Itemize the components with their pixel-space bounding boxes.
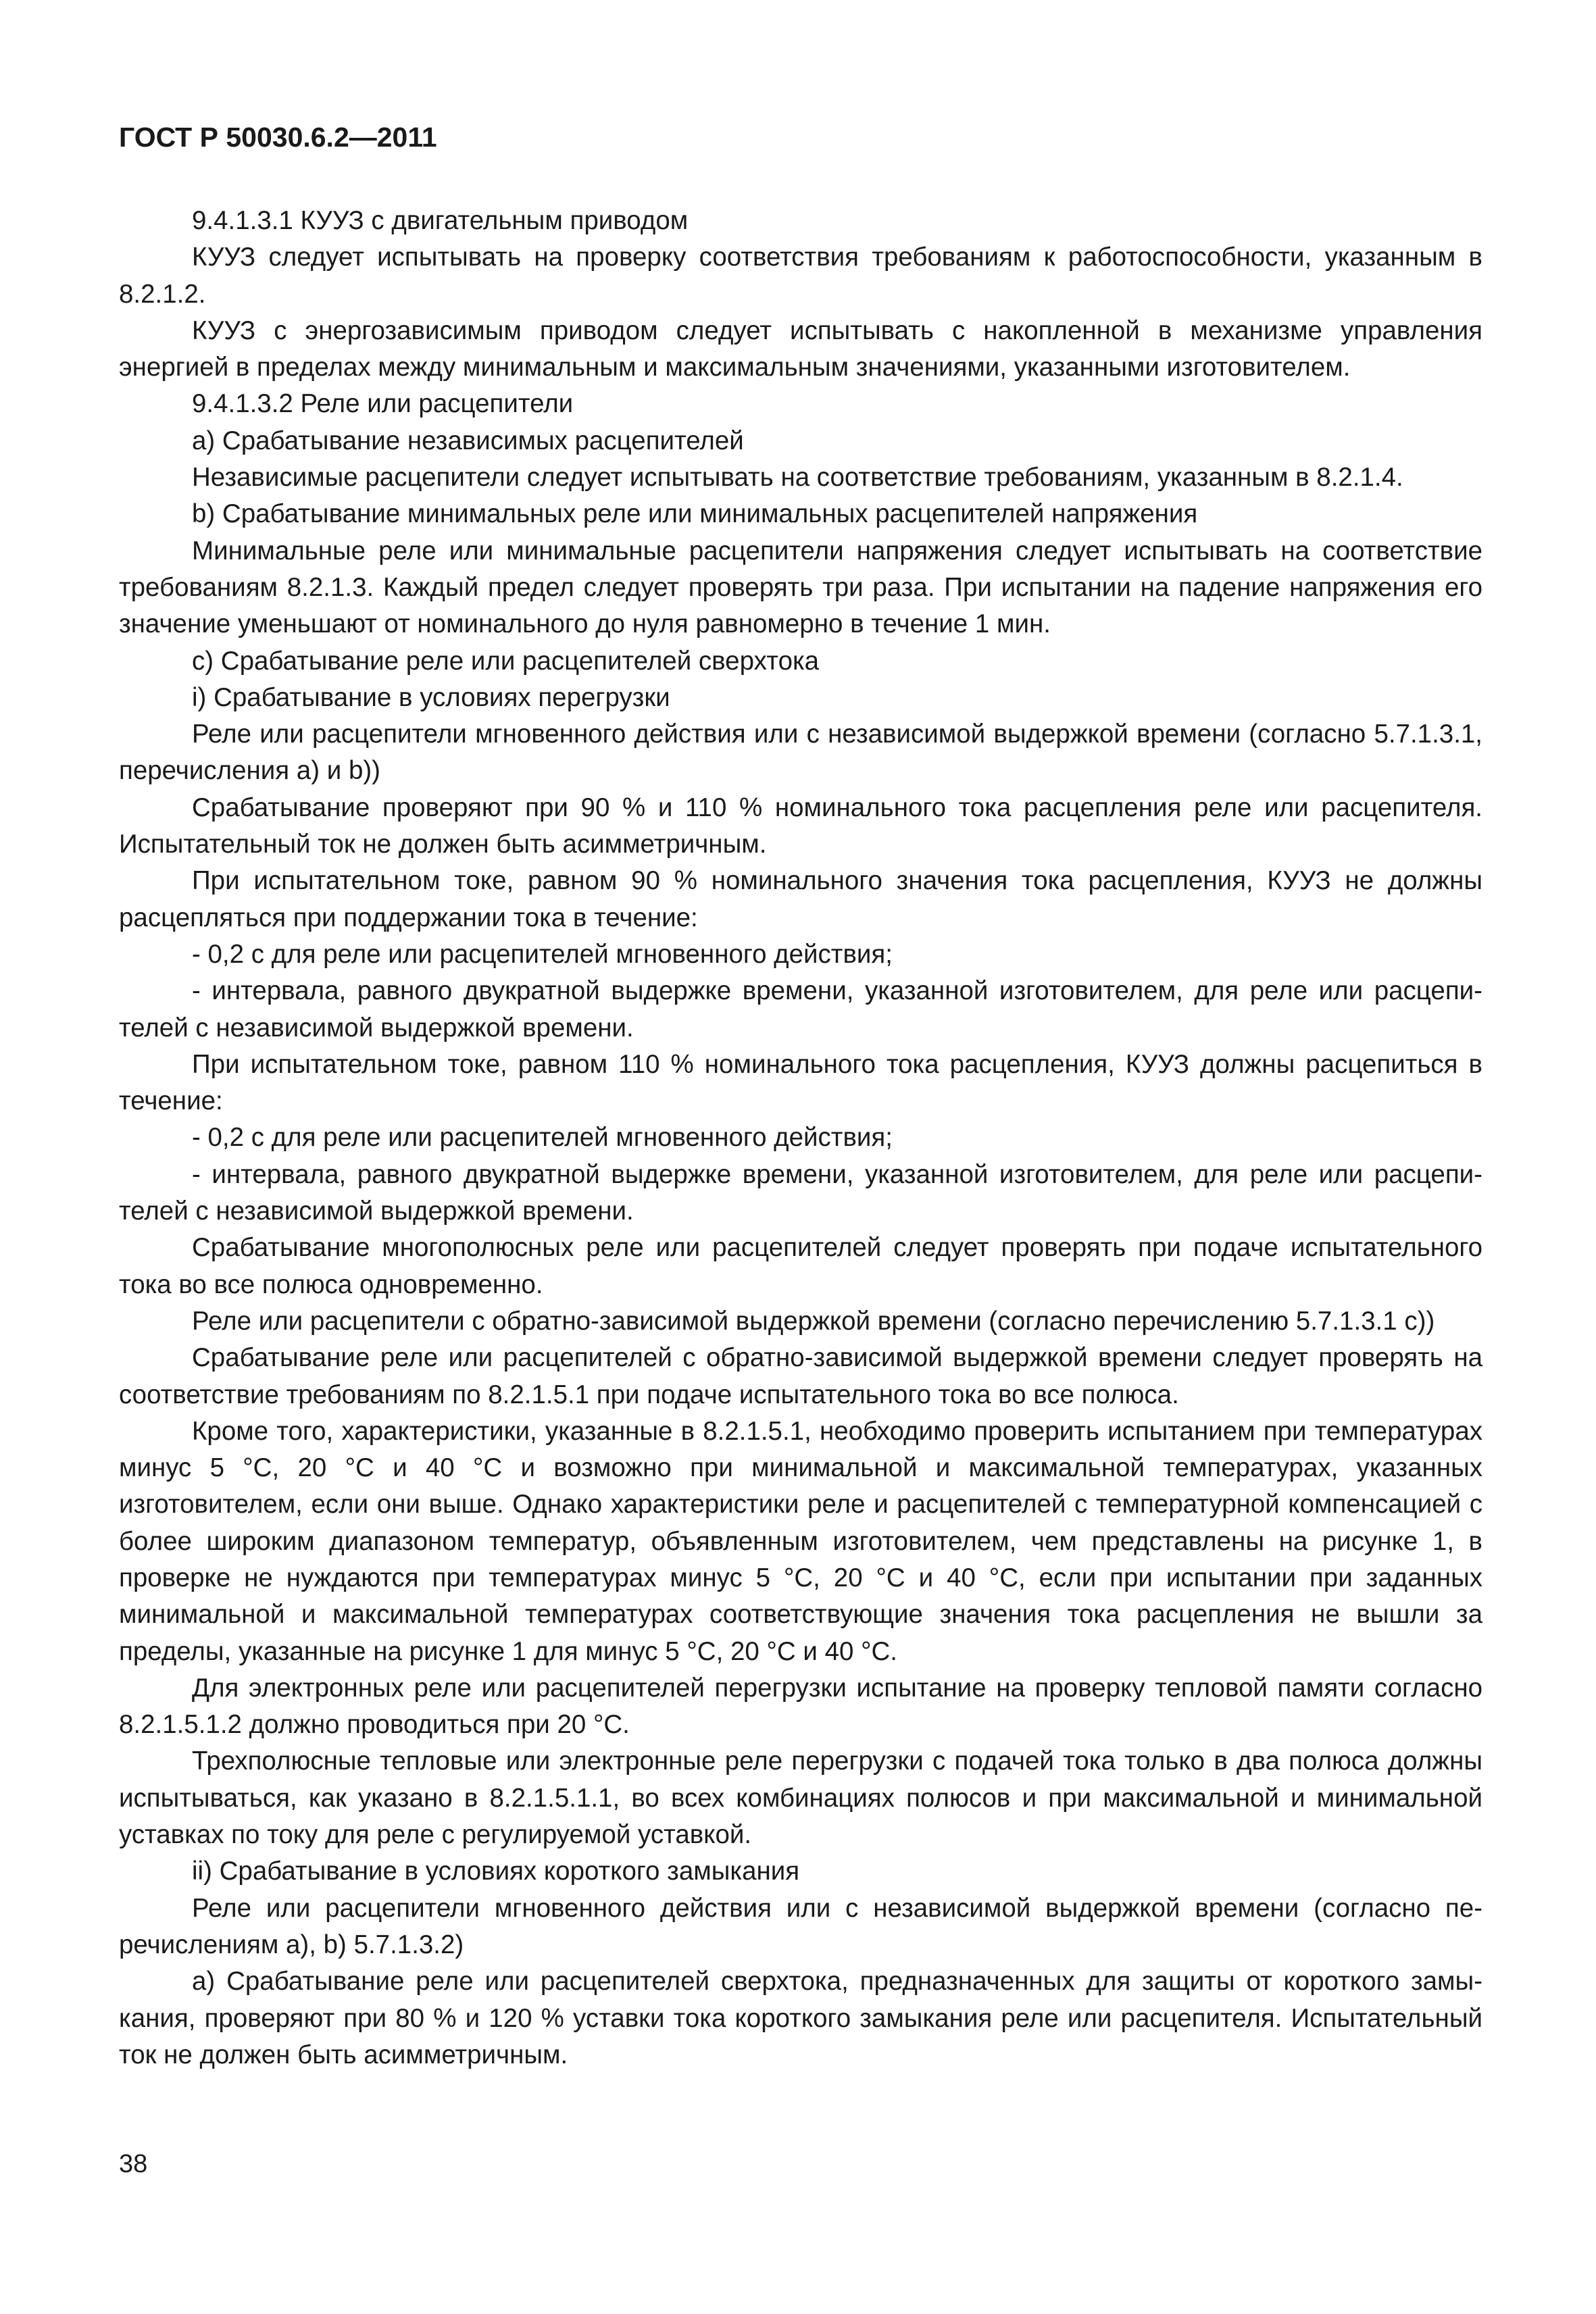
dash-list-item: - интервала, равного двукратной выдержке времени, указанной изготовителем, для реле или расцепителей с независимой выдержкой времени. (119, 976, 1482, 1042)
dash-list-item: - 0,2 с для реле или расцепителей мгновенного действия; (192, 939, 893, 969)
dash-list-item: - интервала, равного двукратной выдержке времени, указанной изготовителем, для реле или расцепителей с независимой выдержкой времени. (119, 1159, 1482, 1226)
page-number: 38 (119, 2150, 148, 2178)
list-item-c: с) Срабатывание реле или расцепителей сверхтока (192, 646, 820, 676)
paragraph: Реле или расцепители с обратно-зависимой выдержкой времени (согласно перечислению 5.7.1.3.1 с)) (192, 1306, 1435, 1336)
paragraph: Независимые расцепители следует испытывать на соответствие требованиям, указанным в 8.2.1.4. (192, 463, 1403, 493)
page-header: ГОСТ Р 50030.6.2—2011 (119, 122, 437, 153)
sub-item-ii: ii) Срабатывание в условиях короткого замыкания (192, 1857, 800, 1886)
dash-list-item: - 0,2 с для реле или расцепителей мгновенного действия; (192, 1123, 893, 1153)
list-item-b: b) Срабатывание минимальных реле или минимальных расцепителей напряжения (192, 499, 1198, 529)
paragraph: Кроме того, характеристики, указанные в 8.2.1.5.1, необходимо проверить испытанием при температурах минус 5 °С, 20 °С и 40 °С и возможно при минимальной и максимальной температурах, указанных изготовителем, если они выше. Однако характеристики реле и расцепителей с температурной компенсацией с более широким диапазоном температур, объявленным изготовителем, чем представлены на рисунке 1, в проверке не нуждаются при температурах минус 5 °С, 20 °С и 40 °С, если при испытании при заданных минимальной и максимальной температурах соответствующие значения тока расцепления не вышли за пределы, указанные на рисунке 1 для минус 5 °С, 20 °С и 40 °С. (119, 1416, 1482, 1666)
paragraph: При испытательном токе, равном 90 % номинального значения тока расцепления, КУУЗ не должны расцепляться при поддержании тока в течение: (119, 866, 1482, 932)
paragraph-heading-9-4-1-3-2: 9.4.1.3.2 Реле или расцепители (192, 389, 574, 419)
document-body (119, 203, 1482, 2073)
paragraph: Реле или расцепители мгновенного действия или с независимой выдержкой времени (согласно 5.7.1.3.1, перечисления а) и b)) (119, 720, 1482, 786)
paragraph: КУУЗ следует испытывать на проверку соответствия требованиям к работоспособности, указанным в 8.2.1.2. (119, 243, 1482, 309)
sub-item-i: i) Срабатывание в условиях перегрузки (192, 682, 670, 712)
paragraph: Реле или расцепители мгновенного действия или с независимой выдержкой времени (согласно перечислениям а), b) 5.7.1.3.2) (119, 1893, 1482, 1959)
paragraph-heading-9-4-1-3-1: 9.4.1.3.1 КУУЗ с двигательным приводом (192, 206, 689, 235)
paragraph: Для электронных реле или расцепителей перегрузки испытание на проверку тепловой памяти согласно 8.2.1.5.1.2 должно проводиться при 20 °С. (119, 1673, 1482, 1740)
list-item-a: а) Срабатывание независимых расцепителей (192, 426, 744, 455)
paragraph: Минимальные реле или минимальные расцепители напряжения следует испытывать на соответствие требованиям 8.2.1.3. Каждый предел следует проверять три раза. При испытании на падение напряжения его значение уменьшают от номинального до нуля равномерно в течение 1 мин. (119, 536, 1482, 639)
paragraph: Трехполюсные тепловые или электронные реле перегрузки с подачей тока только в два полюса должны испытываться, как указано в 8.2.1.5.1.1, во всех комбинациях полюсов и при максимальной и минимальной уставках по току для реле с регулируемой уставкой. (119, 1746, 1482, 1850)
paragraph: Срабатывание проверяют при 90 % и 110 % номинального тока расцепления реле или расцепителя. Испытательный ток не должен быть асимметричным. (119, 793, 1482, 859)
paragraph: При испытательном токе, равном 110 % номинального тока расцепления, КУУЗ должны расцепиться в течение: (119, 1049, 1482, 1116)
paragraph: Срабатывание многополюсных реле или расцепителей следует проверять при подаче испытательного тока во все полюса одновременно. (119, 1233, 1482, 1299)
paragraph: КУУЗ с энергозависимым приводом следует испытывать с накопленной в механизме управления энергией в пределах между минимальным и максимальным значениями, указанными изготовителем. (119, 316, 1482, 382)
paragraph: Срабатывание реле или расцепителей с обратно-зависимой выдержкой времени следует проверять на соответствие требованиям по 8.2.1.5.1 при подаче испытательного тока во все полюса. (119, 1343, 1482, 1409)
paragraph: а) Срабатывание реле или расцепителей сверхтока, предназначенных для защиты от короткого замыкания, проверяют при 80 % и 120 % уставки тока короткого замыкания реле или расцепителя. Испытательный ток не должен быть асимметричным. (119, 1967, 1482, 2069)
